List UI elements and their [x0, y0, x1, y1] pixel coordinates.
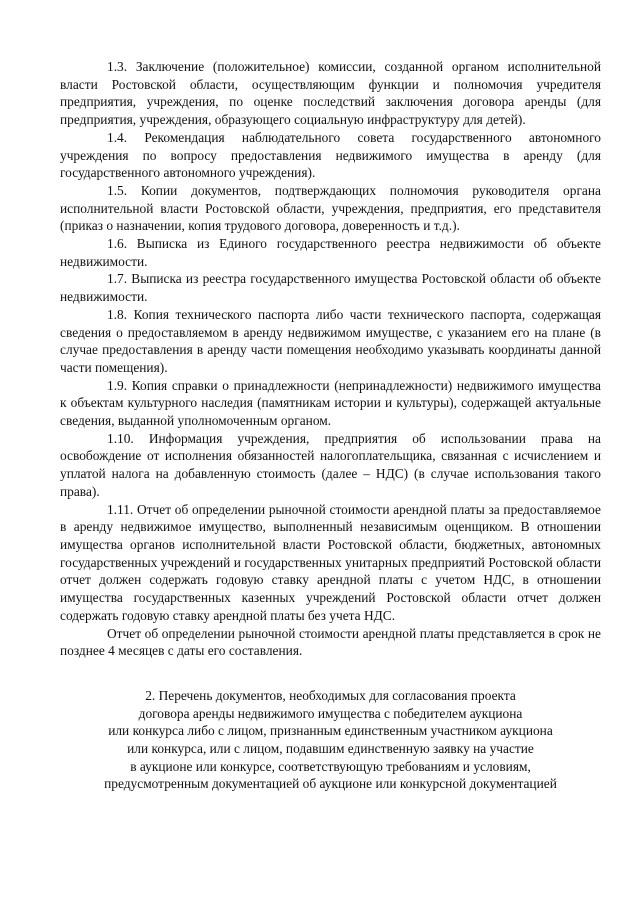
paragraph-1-3: 1.3. Заключение (положительное) комиссии, созданной органом исполнительной власти Ростовской области, осуществляющим функции и полномочия учредителя предприятия, учреждения, по оценке последствий заключения договора аренды (для предприятия, учреждения, образующего социальную инфраструктуру для детей).	[60, 59, 601, 128]
paragraph-1-5: 1.5. Копии документов, подтверждающих полномочия руководителя органа исполнительной власти Ростовской области, учреждения, предприятия, его представителя (приказ о назначении, копия трудового договора, доверенность и т.д.).	[60, 182, 601, 234]
section-heading-line: или конкурса либо с лицом, признанным единственным участником аукциона	[108, 723, 553, 739]
paragraph-1-11: 1.11. Отчет об определении рыночной стоимости арендной платы за предоставляемое в аренду недвижимое имущество, выполненный независимым оценщиком. В отношении имущества органов исполнительной власти Ростовской области, бюджетных, автономных государственных учреждений и государственных унитарных предприятий Ростовской области отчет должен содержать годовую ставку арендной платы с учетом НДС, в отношении имущества государственных казенных учреждений Ростовской области отчет должен содержать годовую ставку арендной платы без учета НДС.	[60, 501, 601, 623]
paragraph-1-8: 1.8. Копия технического паспорта либо части технического паспорта, содержащая сведения о предоставляемом в аренду недвижимом имуществе, с указанием его на плане (в случае предоставления в аренду части помещения необходимо указывать координаты данной части помещения).	[60, 306, 601, 375]
paragraph-report-deadline: Отчет об определении рыночной стоимости арендной платы представляется в срок не позднее 4 месяцев с даты его составления.	[60, 625, 601, 659]
paragraph-1-10: 1.10. Информация учреждения, предприятия об использовании права на освобождение от исполнения обязанностей налогоплательщика, связанная с исчислением и уплатой налога на добавленную стоимость (далее – НДС) (в случае использования такого права).	[60, 430, 601, 499]
section-heading-line: или конкурса, или с лицом, подавшим единственную заявку на участие	[127, 741, 534, 757]
paragraph-1-4: 1.4. Рекомендация наблюдательного совета государственного автономного учреждения по вопросу предоставления недвижимого имущества в аренду (для государственного автономного учреждения).	[60, 129, 601, 181]
section-heading	[60, 687, 601, 793]
section-heading-line: предусмотренным документацией об аукционе или конкурсной документацией	[104, 776, 557, 792]
paragraph-1-7: 1.7. Выписка из реестра государственного имущества Ростовской области об объекте недвижимости.	[60, 271, 601, 305]
paragraph-1-9: 1.9. Копия справки о принадлежности (непринадлежности) недвижимого имущества к объектам культурного наследия (памятникам истории и культуры), содержащей актуальные сведения, выданной уполномоченным органом.	[60, 377, 601, 429]
section-heading-line: в аукционе или конкурсе, соответствующую требованиям и условиям,	[130, 758, 531, 774]
paragraph-1-6: 1.6. Выписка из Единого государственного реестра недвижимости об объекте недвижимости.	[60, 236, 601, 269]
section-heading-line: договора аренды недвижимого имущества с победителем аукциона	[138, 705, 523, 721]
section-heading-line: 2. Перечень документов, необходимых для согласования проекта	[145, 687, 516, 703]
document-page	[60, 58, 601, 793]
